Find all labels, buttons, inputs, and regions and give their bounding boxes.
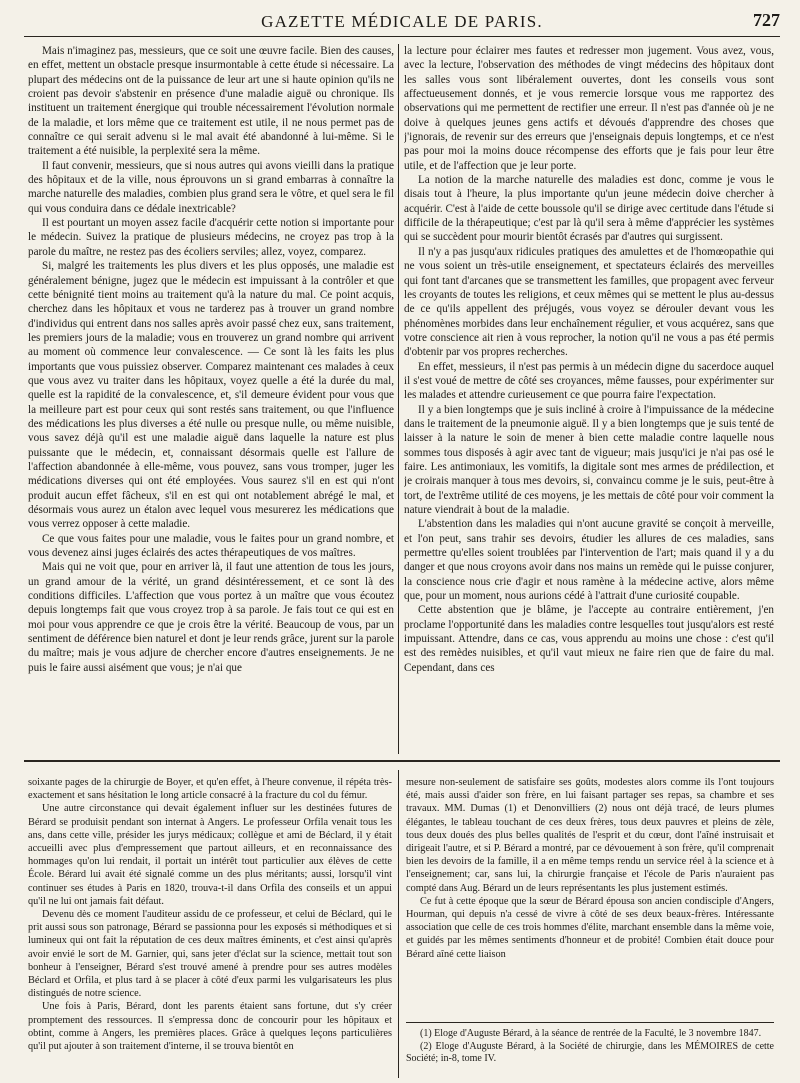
paragraph: Il est pourtant un moyen assez facile d'acquérir cette notion si importante pour le médecin. Suivez la pratique de plusieurs médecins, ne croyez pas trop à la parole du maître, ne restez pas des écoliers serviles; allez, voyez, comparez. (28, 217, 394, 258)
footnote: (1) Eloge d'Auguste Bérard, à la séance de rentrée de la Faculté, le 3 novembre 1847. (420, 1028, 762, 1039)
paragraph: Il y a bien longtemps que je suis incliné à croire à l'impuissance de la médecine dans le traitement de la pneumonie aiguë. Il y a bien longtemps que je suis tenté de laisser à la nature le soin de mener à bien cette maladie contre laquelle nous sommes tous disposés à agir avec tant de vigueur; mais jusqu'ici je n'ai pas osé le faire. Les antimoniaux, les vomitifs, la digitale sont mes armes de prédilection, et je croirais manquer à tous mes devoirs, si, convaincu comme je le suis, peut-être à tort, de l'extrême utilité de ces moyens, je les mettais de côté pour voir comment la nature viendrait à bout de la maladie. (404, 403, 774, 516)
footnote: (2) Eloge d'Auguste Bérard, à la Société de chirurgie, dans les MÉMOIRES de cette Société; in-8, tome IV. (406, 1040, 774, 1065)
paragraph: Devenu dès ce moment l'auditeur assidu de ce professeur, et celui de Béclard, qui le prit aussi sous son patronage, Bérard se passionna pour les exposés si méthodiques et si lumineux qui ont fait la réputation de ces deux maîtres éminents, et c'est ainsi qu'après avoir envié le sort de M. Garnier, qui, sans jeter d'éclat sur la science, mettait tout son bonheur à l'enseigner, Bérard s'est trouvé amené à prendre pour ses autres modèles Béclard et Orfila, et plus tard à se placer à côté d'eux parmi les vulgarisateurs les plus distingués de notre science. (28, 909, 392, 1000)
column-divider (398, 770, 399, 1078)
page-header (24, 6, 780, 37)
paragraph: la lecture pour éclairer mes fautes et redresser mon jugement. Vous avez, vous, avec la lecture, l'observation des méthodes de vingt médecins des hôpitaux dont les salles vous sont libéralement ouvertes, dont les conseils vous sont affectueusement donnés, et je vous remercie lorsque vous me rapportez des observations qui me permettent de rectifier une erreur. Il n'est pas d'année où je ne doive à quelques jeunes gens actifs et dévoués d'apprendre des choses que j'ignorais, de revenir sur des erreurs que j'enseignais depuis longtemps, et ce n'est pas pour moi la moins douce récompense des efforts que je fais pour leur être utile, et de l'affection que je leur porte. (404, 45, 774, 172)
footnotes (406, 1028, 774, 1080)
paragraph: Mais n'imaginez pas, messieurs, que ce soit une œuvre facile. Bien des causes, en effet, mettent un obstacle presque insurmontable à cette étude si nécessaire. La plupart des médecins ont de la puissance de leur art une si haute opinion qu'ils ne croient pas devoir s'abstenir en présence d'une maladie aiguë ou chronique. Ils instituent un traitement énergique qui trouble nécessairement l'évolution normale de la maladie, et lors même que ce traitement est utile, il ne nous permet pas de connaître ce qui serait advenu si le mal avait été abandonné à lui-même. Si le traitement a été nuisible, la perplexité sera la même. (28, 45, 394, 158)
paragraph: mesure non-seulement de satisfaire ses goûts, modestes alors comme ils l'ont toujours été, mais aussi d'aider son frère, en lui faisant partager ses repas, sa chambre et ses travaux. MM. Dumas (1) et Denonvilliers (2) nous ont déjà tracé, de leurs plumes élégantes, le tableau touchant de ces deux frères, tous deux pauvres et pleins de zèle, tous deux doués des plus belles qualités de l'esprit et du cœur, dont l'aîné instruisait et dirigeait l'autre, et si P. Bérard a montré, par ce dévouement à son frère, qu'il comprenait bien les devoirs de la famille, il a en même temps rendu un service réel à la science et à l'enseignement; car, sans lui, la chirurgie française et l'école de Paris n'auraient pas compté dans Aug. Bérard un de leurs représentants les plus justement estimés. (406, 777, 774, 894)
paragraph: La notion de la marche naturelle des maladies est donc, comme je vous le disais tout à l'heure, la plus importante qu'un jeune médecin doive chercher à acquérir. C'est à l'aide de cette boussole qu'il se dirige avec certitude dans l'étude si difficile de la thérapeutique; c'est par là qu'il sera à même d'apprécier les systèmes qui se succèdent pour mourir bientôt écrasés par d'autres qui surgissent. (404, 174, 774, 244)
top-left-column (28, 44, 394, 754)
column-divider (398, 44, 399, 754)
paragraph: L'abstention dans les maladies qui n'ont aucune gravité se conçoit à merveille, et l'on peut, sans trahir ses devoirs, étudier les allures de ces maladies, sans permettre qu'elles soient troublées par l'intervention de l'art; mais quand il y a du danger et que nous croyons avoir dans nos mains un remède qui le puisse conjurer, la conscience nous crie d'agir et nous ramène à la médecine active, alors même que, pour un moment, nous aurions cédé à l'attrait d'une curiosité coupable. (404, 518, 774, 603)
page-number: 727 (753, 10, 780, 30)
paragraph: Ce fut à cette époque que la sœur de Bérard épousa son ancien condisciple d'Angers, Hourman, qui depuis n'a cessé de vivre à côté de ses deux beaux-frères. Intéressante association que celle de ces trois hommes d'élite, marchant ensemble dans la même voie, et guidés par les mêmes sentiments d'honneur et de probité! Combien était douce pour Bérard aîné cette liaison (406, 895, 774, 960)
feuilleton-left-column (28, 776, 392, 1076)
paragraph: soixante pages de la chirurgie de Boyer, et qu'en effet, à l'heure convenue, il répéta très-exactement et sans hésitation le long article consacré à la fracture du col du fémur. (28, 777, 392, 802)
paragraph: Mais qui ne voit que, pour en arriver là, il faut une attention de tous les jours, un grand amour de la vérité, un grand désintéressement, et ce sont là des conditions difficiles. L'affection que vous portez à un maître que vous écoutez depuis longtemps fait que vous croyez trop à sa parole. Je fais tout ce qui est en moi pour vous apprendre ce que je crois être la vérité. Beaucoup de vous, par un sentiment de déférence bien naturel et dont je leur rends grâce, jurent sur la parole du maître; mais je vous adjure de chercher encore d'autres enseignements. Je ne puis le faire aussi aisément que vous; je n'ai que (28, 561, 394, 674)
paragraph: Il n'y a pas jusqu'aux ridicules pratiques des amulettes et de l'homœopathie qui ne vous soient un très-utile enseignement, et spectateurs éclairés des merveilles qui font tant d'arcanes que se transmettent les familles, que propagent avec ferveur les croyants de toutes les religions, et ceux mêmes qui se mettent le plus au-dessus de ce qu'ils appellent des préjugés, vous voyez se dérouler devant vous les phénomènes morbides dans leur enchaînement régulier, et vous acquérez, sans que votre conscience ait rien à vous reprocher, la notion qu'il ne vous a pas été permis d'obtenir par vos propres recherches. (404, 245, 774, 359)
top-right-column (404, 44, 774, 754)
footnote-divider (406, 1022, 774, 1023)
paragraph: Une autre circonstance qui devait également influer sur les destinées futures de Bérard se produisit pendant son internat à Angers. Le professeur Orfila venait tous les ans, dans cette ville, présider les jurys médicaux; collègue et ami de Béclard, il y était accueilli avec plus d'empressement que partout ailleurs, et en reconnaissance des hommages qu'on lui rendait, il portait un intérêt tout particulier aux élèves de cette École. Bérard lui avait été signalé comme un des plus méritants; aussi, lorsqu'il vint continuer ses études à Paris en 1820, trouva-t-il dans Orfila des conseils et un appui qu'il ne lui ont jamais fait défaut. (28, 803, 392, 907)
section-divider (24, 760, 780, 762)
feuilleton-right-column (406, 776, 774, 1016)
paragraph: En effet, messieurs, il n'est pas permis à un médecin digne du sacerdoce auquel il s'est voué de mettre de côté ses croyances, même fausses, pour expérimenter sur les malades et attendre curieusement ce que pourra faire l'expectation. (404, 360, 774, 402)
paragraph: Il faut convenir, messieurs, que si nous autres qui avons vieilli dans la pratique des hôpitaux et de la ville, nous éprouvons un si grand embarras à connaître la marche naturelle des maladies, combien plus grand sera le vôtre, et quel sera le fil qui vous conduira dans ce dédale inextricable? (28, 159, 394, 215)
paragraph: Une fois à Paris, Bérard, dont les parents étaient sans fortune, dut s'y créer promptement des ressources. Il s'empressa donc de concourir pour les hôpitaux et obtint, comme à Angers, les premières places. Grâce à quelques leçons particulières qu'il put ajouter à son traitement d'interne, il se trouva bientôt en (28, 1001, 392, 1053)
paragraph: Ce que vous faites pour une maladie, vous le faites pour un grand nombre, et vous devenez ainsi juges éclairés des actes thérapeutiques de vos maîtres. (28, 532, 394, 560)
paragraph: Cette abstention que je blâme, je l'accepte au contraire entièrement, j'en proclame l'opportunité dans les maladies contre lesquelles tout jusqu'alors est resté impuissant. Attendre, dans ce cas, vous apprendu au moins une chose : c'est qu'il est des remèdes nuisibles, et qu'il vaut mieux ne faire rien que de faire du mal. Cependant, dans ces (404, 604, 774, 674)
paragraph: Si, malgré les traitements les plus divers et les plus opposés, une maladie est généralement bénigne, jugez que le médecin est impuissant à la contrôler et que cette bénignité tient moins au traitement qu'à la nature du mal. Ce point acquis, cherchez dans les hôpitaux et vous ne tarderez pas à trouver un grand nombre d'individus qui entrent dans nos salles après avoir passé chez eux, sans traitement, les premiers jours de la maladie; vous en trouverez un grand nombre qui arrivent au moment où commence leur convalescence. — Ce sont là les faits les plus importants que vous puissiez observer. Comparez maintenant ces malades à ceux que vous avez vu traiter dans les hôpitaux, voyez quelle a été la durée du mal, quelle est la rapidité de la convalescence, et, s'il demeure évident pour vous que la meilleure part est pour ceux qui sont restés sans traitement, ou que l'influence des médications les plus diverses a été nulle ou presque nulle, ou même nuisible, vous savez déjà qu'il est une maladie aiguë dans laquelle la nature est plus puissante que le médecin, et, connaissant désormais quelle est l'allure de l'affection abandonnée à elle-même, vous pouvez, sans vous tromper, juger les médications diverses qui ont été employées. Vous saurez s'il en est qui n'ont produit aucun effet fâcheux, s'il en est qui ont notablement abrégé le mal, et désormais vous aurez un étalon avec lequel vous mesurerez les médications que vous verrez opposer à cette maladie. (28, 260, 394, 531)
journal-title: GAZETTE MÉDICALE DE PARIS. (261, 12, 543, 31)
